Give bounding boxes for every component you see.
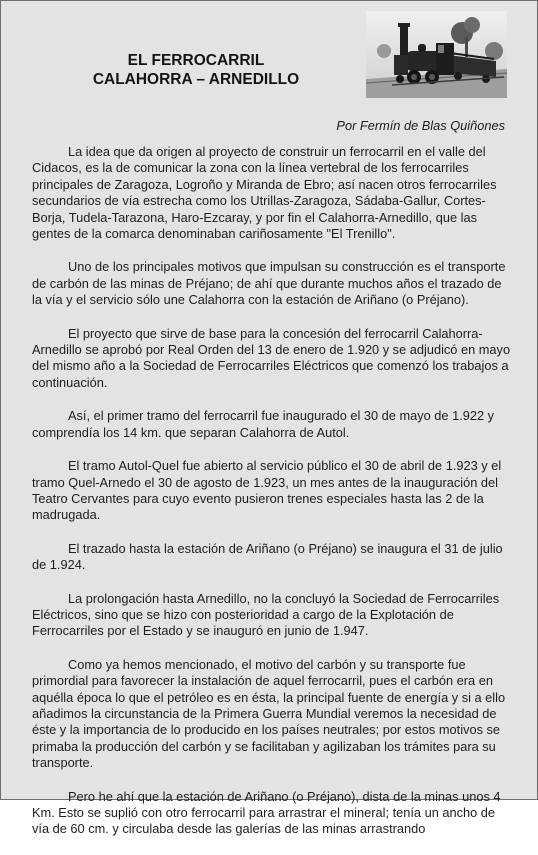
paragraph: Pero he ahí que la estación de Ariñano (o Préjano), dista de la minas unos 4 Km. Esto se suplió con otro ferrocarril para arrastrar el mineral; tenía un ancho de vía de 60 cm. y circulaba desde las galerías de las minas arrastrando (32, 788, 501, 837)
title-line-2: CALAHORRA – ARNEDILLO (92, 71, 300, 88)
article-body (32, 144, 511, 855)
paragraph: El tramo Autol-Quel fue abierto al servicio público el 30 de abril de 1.923 y el tramo Quel-Arnedo el 30 de agosto de 1.923, un mes antes de la inauguración del Teatro Cervantes para cuyo evento pusieron trenes especiales hasta las 2 de la madrugada. (32, 458, 502, 523)
paragraph: La prolongación hasta Arnedillo, no la concluyó la Sociedad de Ferrocarriles Eléctricos, sino que se hizo con posterioridad a cargo de la Explotación de Ferrocarriles por el Estado y se inauguró en junio de 1.947. (32, 590, 500, 639)
article-title (21, 51, 371, 89)
paragraph: Así, el primer tramo del ferrocarril fue inaugurado el 30 de mayo de 1.922 y comprendía los 14 km. que separan Calahorra de Autol. (32, 408, 495, 440)
steam-train-photo (366, 11, 507, 98)
paragraph: Como ya hemos mencionado, el motivo del carbón y su transporte fue primordial para favorecer la instalación de aquel ferrocarril, pues el carbón era en aquélla época lo que el petróleo es en ésta, la principal fuente de energía y si a ello añadimos la circunstancia de la Primera Guerra Mundial veremos la necesidad de éste y la importancia de lo producido en los países neutrales; por estos motivos se primaba la producción del carbón y se facilitaban y agilizaban los trámites para su transporte. (32, 656, 506, 771)
paragraph: La idea que da origen al proyecto de construir un ferrocarril en el valle del Cidacos, es la de comunicar la zona con la línea vertebral de los ferrocarriles principales de Zaragoza, Logroño y Miranda de Ebro; así nacen otros ferrocarriles secundarios de vía estrecha como los Utrillas-Zaragoza, Sádaba-Gallur, Cortes-Borja, Tudela-Tarazona, Haro-Ezcaray, y por fin el Calahorra-Arnedillo, que las gentes de la comarca denominaban cariñosamente "El Trenillo". (32, 144, 497, 242)
title-line-1: EL FERROCARRIL (127, 52, 265, 69)
author-byline: Por Fermín de Blas Quiñones (336, 118, 505, 133)
paragraph: El proyecto que sirve de base para la concesión del ferrocarril Calahorra-Arnedillo se aprobó por Real Orden del 13 de enero de 1.920 y se adjudicó en mayo del mismo año a la Sociedad de Ferrocarriles Eléctricos que comenzó los trabajos a continuación. (32, 325, 511, 390)
paragraph: Uno de los principales motivos que impulsan su construcción es el transporte de carbón de las minas de Préjano; de ahí que durante muchos años el trazado de la vía y el servicio sólo une Calahorra con la estación de Ariñano (o Préjano). (32, 259, 506, 308)
paragraph: El trazado hasta la estación de Ariñano (o Préjano) se inaugura el 31 de julio de 1.924. (32, 540, 503, 573)
